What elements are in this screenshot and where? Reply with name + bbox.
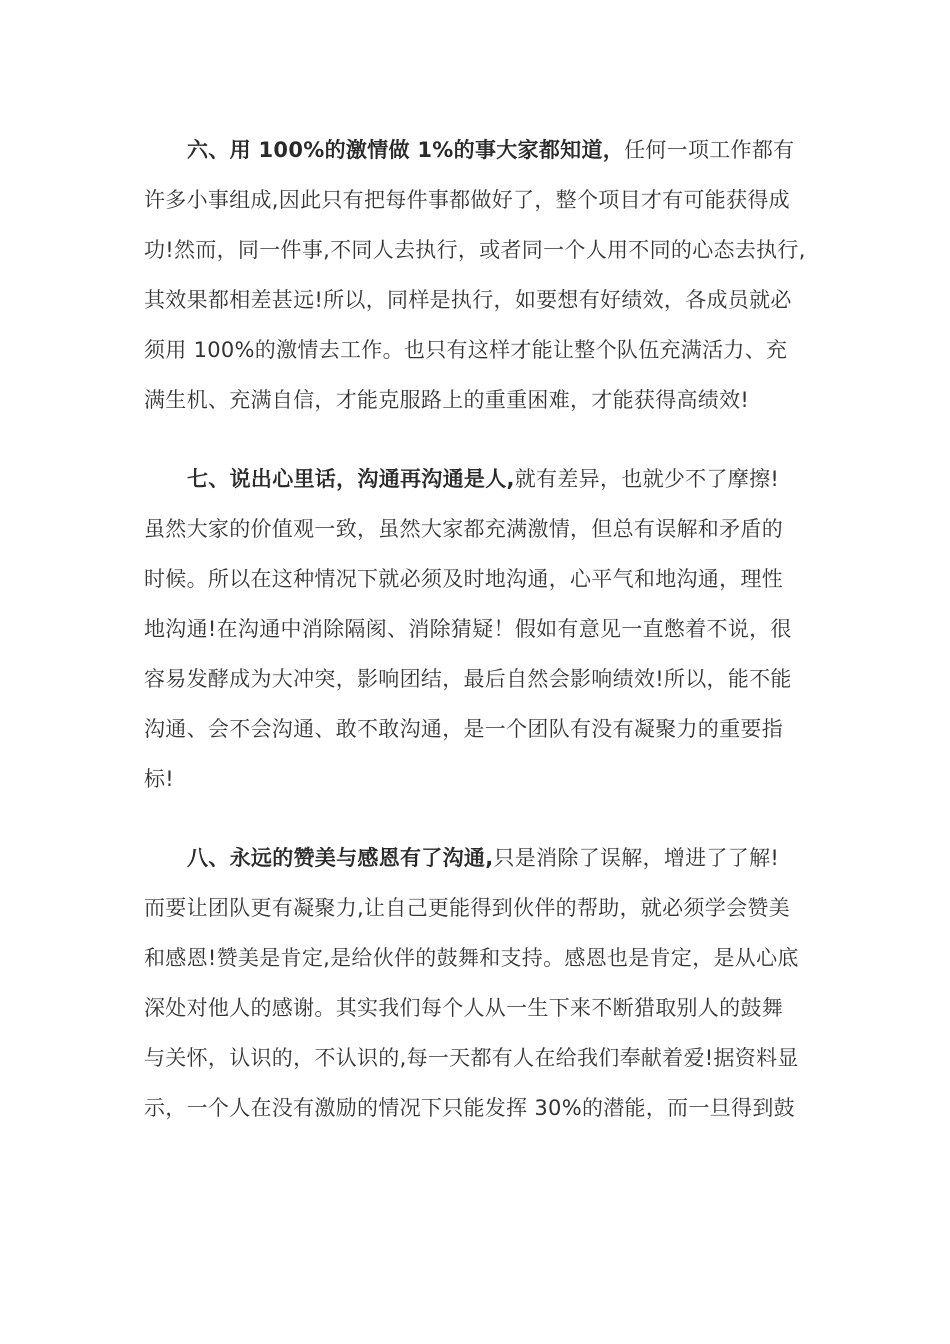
paragraph-line: 须用 100%的激情去工作。也只有这样才能让整个队伍充满活力、充	[144, 338, 788, 362]
paragraph-line	[144, 454, 824, 504]
section-eight	[144, 833, 824, 1133]
paragraph-line: 时候。所以在这种情况下就必须及时地沟通，心平气和地沟通，理性	[144, 567, 783, 591]
paragraph-text: 任何一项工作都有	[624, 138, 795, 162]
paragraph-line: 而要让团队更有凝聚力,让自己更能得到伙伴的帮助，就必须学会赞美	[144, 896, 790, 920]
paragraph-line: 标!	[144, 767, 175, 791]
paragraph-line: 满生机、充满自信，才能克服路上的重重困难，才能获得高绩效!	[144, 388, 750, 412]
paragraph-line: 深处对他人的感谢。其实我们每个人从一生下来不断猎取别人的鼓舞	[144, 996, 783, 1020]
paragraph-line	[144, 833, 824, 883]
paragraph-line	[144, 125, 824, 175]
paragraph-text: 只是消除了误解，增进了了解!	[493, 846, 780, 870]
section-six	[144, 125, 824, 425]
section-heading: 六、用 100%的激情做 1%的事大家都知道，	[187, 138, 625, 162]
paragraph-line: 其效果都相差甚远!所以，同样是执行，如要想有好绩效，各成员就必	[144, 288, 792, 312]
paragraph-line: 沟通、会不会沟通、敢不敢沟通，是一个团队有没有凝聚力的重要指	[144, 717, 783, 741]
section-seven	[144, 454, 824, 804]
paragraph-line: 地沟通!在沟通中消除隔阂、消除猜疑！假如有意见一直憋着不说，很	[144, 617, 792, 641]
paragraph-text: 就有差异，也就少不了摩擦!	[514, 467, 780, 491]
paragraph-line: 功!然而，同一件事,不同人去执行，或者同一个人用不同的心态去执行,	[144, 238, 806, 262]
section-heading: 七、说出心里话，沟通再沟通是人,	[187, 467, 515, 491]
paragraph-line: 虽然大家的价值观一致，虽然大家都充满激情，但总有误解和矛盾的	[144, 517, 783, 541]
paragraph-line: 示，一个人在没有激励的情况下只能发挥 30%的潜能，而一旦得到鼓	[144, 1096, 795, 1120]
paragraph-line: 和感恩!赞美是肯定,是给伙伴的鼓舞和支持。感恩也是肯定，是从心底	[144, 946, 799, 970]
paragraph-line: 容易发酵成为大冲突，影响团结，最后自然会影响绩效!所以，能不能	[144, 667, 792, 691]
paragraph-line: 与关怀，认识的，不认识的,每一天都有人在给我们奉献着爱!据资料显	[144, 1046, 799, 1070]
section-heading: 八、永远的赞美与感恩有了沟通,	[187, 846, 494, 870]
paragraph-line: 许多小事组成,因此只有把每件事都做好了，整个项目才有可能获得成	[144, 188, 790, 212]
